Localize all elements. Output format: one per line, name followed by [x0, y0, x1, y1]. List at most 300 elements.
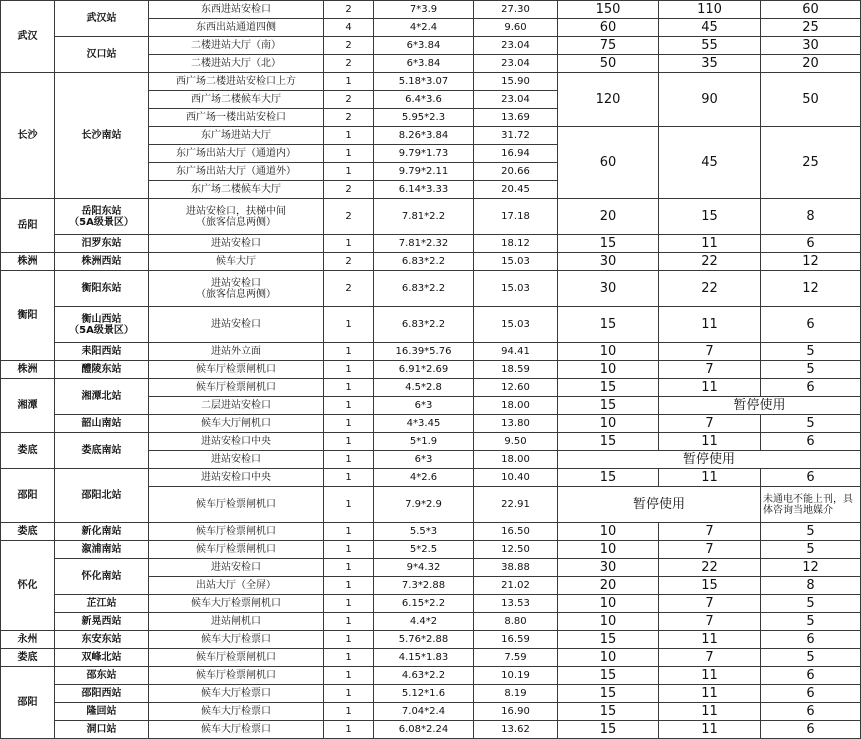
size-cell: 5.95*2.3	[374, 109, 474, 127]
size-cell: 6.83*2.2	[374, 271, 474, 307]
size-cell: 6*3.84	[374, 37, 474, 55]
price-cell: 10	[558, 415, 659, 433]
count-cell: 1	[324, 451, 374, 469]
location-cell: 候车厅检票闸机口	[149, 361, 324, 379]
station-cell: 邵阳北站	[55, 469, 149, 523]
count-cell: 1	[324, 703, 374, 721]
location-cell: 东广场出站大厅（通道外）	[149, 163, 324, 181]
station-cell: 长沙南站	[55, 73, 149, 199]
size-cell: 16.39*5.76	[374, 343, 474, 361]
station-cell: 娄底南站	[55, 433, 149, 469]
size-cell: 6.4*3.6	[374, 91, 474, 109]
size-cell: 9*4.32	[374, 559, 474, 577]
price-cell: 8	[761, 577, 861, 595]
price-cell: 10	[558, 613, 659, 631]
price-cell: 11	[659, 703, 761, 721]
price-cell: 11	[659, 667, 761, 685]
size-cell: 7.81*2.2	[374, 199, 474, 235]
area-cell: 12.60	[474, 379, 558, 397]
station-cell: 隆回站	[55, 703, 149, 721]
price-cell: 10	[558, 595, 659, 613]
price-cell: 20	[558, 199, 659, 235]
count-cell: 1	[324, 649, 374, 667]
size-cell: 4*3.45	[374, 415, 474, 433]
count-cell: 2	[324, 37, 374, 55]
count-cell: 1	[324, 343, 374, 361]
location-cell: 西广场二楼进站安检口上方	[149, 73, 324, 91]
area-cell: 23.04	[474, 55, 558, 73]
city-cell: 邵阳	[1, 667, 55, 739]
area-cell: 22.91	[474, 487, 558, 523]
size-cell: 4*2.4	[374, 19, 474, 37]
price-cell: 60	[558, 127, 659, 199]
price-cell: 5	[761, 343, 861, 361]
price-cell: 10	[558, 541, 659, 559]
table-row	[1, 1, 861, 19]
price-cell: 50	[558, 55, 659, 73]
station-cell: 双峰北站	[55, 649, 149, 667]
price-cell: 150	[558, 1, 659, 19]
size-cell: 5.76*2.88	[374, 631, 474, 649]
count-cell: 1	[324, 469, 374, 487]
count-cell: 1	[324, 415, 374, 433]
price-cell: 11	[659, 721, 761, 739]
price-cell: 45	[659, 127, 761, 199]
location-cell: 进站安检口，扶梯中间 （旅客信息两侧）	[149, 199, 324, 235]
station-cell: 衡山西站 （5A级景区）	[55, 307, 149, 343]
size-cell: 4.5*2.8	[374, 379, 474, 397]
area-cell: 23.04	[474, 37, 558, 55]
location-cell: 候车厅检票闸机口	[149, 379, 324, 397]
station-cell: 东安东站	[55, 631, 149, 649]
count-cell: 1	[324, 721, 374, 739]
count-cell: 1	[324, 145, 374, 163]
size-cell: 4.63*2.2	[374, 667, 474, 685]
location-cell: 二楼进站大厅（南）	[149, 37, 324, 55]
area-cell: 17.18	[474, 199, 558, 235]
count-cell: 1	[324, 559, 374, 577]
area-cell: 94.41	[474, 343, 558, 361]
price-cell: 7	[659, 523, 761, 541]
price-cell: 15	[659, 199, 761, 235]
table-row	[1, 379, 861, 397]
area-cell: 15.90	[474, 73, 558, 91]
price-cell: 5	[761, 595, 861, 613]
size-cell: 7*3.9	[374, 1, 474, 19]
price-cell: 60	[761, 1, 861, 19]
location-cell: 西广场一楼出站安检口	[149, 109, 324, 127]
city-cell: 娄底	[1, 523, 55, 541]
count-cell: 2	[324, 199, 374, 235]
table-row	[1, 37, 861, 55]
price-cell: 50	[761, 73, 861, 127]
table-row	[1, 307, 861, 343]
size-cell: 6.08*2.24	[374, 721, 474, 739]
city-cell: 永州	[1, 631, 55, 649]
station-cell: 汨罗东站	[55, 235, 149, 253]
area-cell: 9.50	[474, 433, 558, 451]
area-cell: 18.00	[474, 451, 558, 469]
price-cell: 6	[761, 433, 861, 451]
table-row	[1, 649, 861, 667]
city-cell: 株洲	[1, 361, 55, 379]
count-cell: 4	[324, 19, 374, 37]
location-cell: 进站安检口中央	[149, 433, 324, 451]
location-cell: 进站安检口中央	[149, 469, 324, 487]
table-row	[1, 415, 861, 433]
city-cell: 武汉	[1, 1, 55, 73]
count-cell: 1	[324, 307, 374, 343]
area-cell: 8.19	[474, 685, 558, 703]
price-cell: 7	[659, 613, 761, 631]
price-cell: 15	[558, 235, 659, 253]
area-cell: 7.59	[474, 649, 558, 667]
price-cell: 6	[761, 631, 861, 649]
location-cell: 候车厅检票闸机口	[149, 649, 324, 667]
price-cell: 7	[659, 541, 761, 559]
price-cell: 110	[659, 1, 761, 19]
area-cell: 23.04	[474, 91, 558, 109]
table-row	[1, 253, 861, 271]
city-cell: 怀化	[1, 541, 55, 631]
table-row	[1, 73, 861, 91]
size-cell: 7.9*2.9	[374, 487, 474, 523]
station-cell: 湘潭北站	[55, 379, 149, 415]
count-cell: 2	[324, 55, 374, 73]
area-cell: 15.03	[474, 307, 558, 343]
size-cell: 9.79*2.11	[374, 163, 474, 181]
area-cell: 13.80	[474, 415, 558, 433]
price-cell: 22	[659, 253, 761, 271]
price-cell: 15	[558, 397, 659, 415]
area-cell: 16.90	[474, 703, 558, 721]
table-row	[1, 433, 861, 451]
station-cell: 怀化南站	[55, 559, 149, 595]
price-cell: 12	[761, 271, 861, 307]
location-cell: 进站外立面	[149, 343, 324, 361]
table-row	[1, 721, 861, 739]
location-cell: 候车大厅检票口	[149, 721, 324, 739]
price-cell: 15	[558, 433, 659, 451]
area-cell: 16.59	[474, 631, 558, 649]
location-cell: 候车大厅闸机口	[149, 415, 324, 433]
count-cell: 1	[324, 577, 374, 595]
count-cell: 1	[324, 235, 374, 253]
table-row	[1, 631, 861, 649]
area-cell: 18.12	[474, 235, 558, 253]
station-cell: 汉口站	[55, 37, 149, 73]
station-cell: 衡阳东站	[55, 271, 149, 307]
city-cell: 湘潭	[1, 379, 55, 433]
station-cell: 醴陵东站	[55, 361, 149, 379]
location-cell: 进站安检口	[149, 559, 324, 577]
location-cell: 候车大厅	[149, 253, 324, 271]
price-cell: 10	[558, 649, 659, 667]
size-cell: 4.15*1.83	[374, 649, 474, 667]
price-cell: 15	[558, 307, 659, 343]
area-cell: 18.00	[474, 397, 558, 415]
size-cell: 5.12*1.6	[374, 685, 474, 703]
price-cell: 5	[761, 523, 861, 541]
location-cell: 候车厅检票闸机口	[149, 523, 324, 541]
size-cell: 7.81*2.32	[374, 235, 474, 253]
size-cell: 6*3	[374, 451, 474, 469]
count-cell: 1	[324, 523, 374, 541]
count-cell: 1	[324, 595, 374, 613]
price-cell: 7	[659, 343, 761, 361]
table-row	[1, 199, 861, 235]
station-cell: 邵东站	[55, 667, 149, 685]
station-cell: 芷江站	[55, 595, 149, 613]
area-cell: 10.19	[474, 667, 558, 685]
table-row	[1, 523, 861, 541]
price-cell: 10	[558, 523, 659, 541]
size-cell: 4*2.6	[374, 469, 474, 487]
price-cell: 15	[558, 703, 659, 721]
station-cell: 新化南站	[55, 523, 149, 541]
price-cell: 6	[761, 235, 861, 253]
price-cell: 15	[558, 631, 659, 649]
area-cell: 16.50	[474, 523, 558, 541]
station-cell: 韶山南站	[55, 415, 149, 433]
location-cell: 二层进站安检口	[149, 397, 324, 415]
price-cell: 7	[659, 361, 761, 379]
count-cell: 1	[324, 487, 374, 523]
location-cell: 进站安检口	[149, 451, 324, 469]
location-cell: 二楼进站大厅（北）	[149, 55, 324, 73]
note-cell: 未通电不能上刊，具体咨询当地媒介	[761, 487, 861, 523]
table-row	[1, 343, 861, 361]
area-cell: 18.59	[474, 361, 558, 379]
city-cell: 株洲	[1, 253, 55, 271]
price-cell: 5	[761, 415, 861, 433]
table-row	[1, 559, 861, 577]
size-cell: 6.91*2.69	[374, 361, 474, 379]
price-cell: 15	[558, 469, 659, 487]
location-cell: 进站安检口	[149, 307, 324, 343]
count-cell: 2	[324, 271, 374, 307]
price-cell: 5	[761, 541, 861, 559]
count-cell: 2	[324, 181, 374, 199]
area-cell: 20.66	[474, 163, 558, 181]
size-cell: 6*3	[374, 397, 474, 415]
size-cell: 6.15*2.2	[374, 595, 474, 613]
price-cell: 7	[659, 649, 761, 667]
price-cell: 90	[659, 73, 761, 127]
size-cell: 8.26*3.84	[374, 127, 474, 145]
price-cell: 11	[659, 685, 761, 703]
price-cell: 5	[761, 649, 861, 667]
location-cell: 东广场二楼候车大厅	[149, 181, 324, 199]
price-cell: 12	[761, 559, 861, 577]
location-cell: 东西出站通道四侧	[149, 19, 324, 37]
price-cell: 11	[659, 235, 761, 253]
price-cell: 60	[558, 19, 659, 37]
area-cell: 38.88	[474, 559, 558, 577]
location-cell: 进站闸机口	[149, 613, 324, 631]
size-cell: 7.3*2.88	[374, 577, 474, 595]
location-cell: 东广场出站大厅（通道内）	[149, 145, 324, 163]
count-cell: 1	[324, 541, 374, 559]
city-cell: 衡阳	[1, 271, 55, 361]
price-cell: 6	[761, 667, 861, 685]
location-cell: 进站安检口 （旅客信息两侧）	[149, 271, 324, 307]
price-cell: 120	[558, 73, 659, 127]
location-cell: 候车厅检票闸机口	[149, 541, 324, 559]
count-cell: 1	[324, 379, 374, 397]
price-cell: 7	[659, 415, 761, 433]
size-cell: 5.18*3.07	[374, 73, 474, 91]
location-cell: 候车大厅检票闸机口	[149, 595, 324, 613]
area-cell: 20.45	[474, 181, 558, 199]
station-cell: 邵阳西站	[55, 685, 149, 703]
price-cell: 15	[558, 685, 659, 703]
count-cell: 1	[324, 685, 374, 703]
price-cell: 8	[761, 199, 861, 235]
table-row	[1, 667, 861, 685]
price-cell: 15	[558, 667, 659, 685]
price-cell: 35	[659, 55, 761, 73]
area-cell: 13.53	[474, 595, 558, 613]
price-cell: 25	[761, 19, 861, 37]
area-cell: 12.50	[474, 541, 558, 559]
table-row	[1, 703, 861, 721]
location-cell: 出站大厅（全屏）	[149, 577, 324, 595]
price-cell: 11	[659, 433, 761, 451]
price-cell: 5	[761, 613, 861, 631]
price-cell: 10	[558, 361, 659, 379]
price-cell: 6	[761, 307, 861, 343]
table-row	[1, 613, 861, 631]
area-cell: 9.60	[474, 19, 558, 37]
city-cell: 邵阳	[1, 469, 55, 523]
price-cell: 30	[558, 253, 659, 271]
price-cell: 30	[558, 271, 659, 307]
price-cell: 6	[761, 721, 861, 739]
size-cell: 7.04*2.4	[374, 703, 474, 721]
count-cell: 1	[324, 433, 374, 451]
count-cell: 1	[324, 631, 374, 649]
size-cell: 6.83*2.2	[374, 307, 474, 343]
count-cell: 1	[324, 361, 374, 379]
count-cell: 1	[324, 127, 374, 145]
size-cell: 5.5*3	[374, 523, 474, 541]
table-row	[1, 685, 861, 703]
size-cell: 6.83*2.2	[374, 253, 474, 271]
price-cell: 11	[659, 469, 761, 487]
table-row	[1, 469, 861, 487]
area-cell: 16.94	[474, 145, 558, 163]
station-cell: 武汉站	[55, 1, 149, 37]
price-cell: 30	[558, 559, 659, 577]
size-cell: 4.4*2	[374, 613, 474, 631]
price-cell: 7	[659, 595, 761, 613]
table-row	[1, 235, 861, 253]
price-cell: 11	[659, 379, 761, 397]
count-cell: 2	[324, 1, 374, 19]
table-row	[1, 271, 861, 307]
location-cell: 候车大厅检票口	[149, 631, 324, 649]
paused-cell: 暂停使用	[659, 397, 861, 415]
price-cell: 25	[761, 127, 861, 199]
station-cell: 耒阳西站	[55, 343, 149, 361]
price-cell: 30	[761, 37, 861, 55]
table-row	[1, 595, 861, 613]
price-cell: 11	[659, 631, 761, 649]
count-cell: 2	[324, 109, 374, 127]
size-cell: 5*2.5	[374, 541, 474, 559]
count-cell: 1	[324, 163, 374, 181]
size-cell: 6*3.84	[374, 55, 474, 73]
location-cell: 东西进站安检口	[149, 1, 324, 19]
area-cell: 21.02	[474, 577, 558, 595]
city-cell: 娄底	[1, 433, 55, 469]
location-cell: 进站安检口	[149, 235, 324, 253]
price-cell: 15	[558, 379, 659, 397]
price-cell: 55	[659, 37, 761, 55]
count-cell: 2	[324, 253, 374, 271]
price-cell: 15	[659, 577, 761, 595]
station-cell: 洞口站	[55, 721, 149, 739]
location-cell: 东广场进站大厅	[149, 127, 324, 145]
area-cell: 27.30	[474, 1, 558, 19]
size-cell: 6.14*3.33	[374, 181, 474, 199]
size-cell: 9.79*1.73	[374, 145, 474, 163]
city-cell: 长沙	[1, 73, 55, 199]
area-cell: 15.03	[474, 253, 558, 271]
count-cell: 2	[324, 91, 374, 109]
area-cell: 8.80	[474, 613, 558, 631]
price-cell: 45	[659, 19, 761, 37]
station-cell: 新晃西站	[55, 613, 149, 631]
price-cell: 22	[659, 271, 761, 307]
area-cell: 31.72	[474, 127, 558, 145]
location-cell: 候车厅检票闸机口	[149, 487, 324, 523]
price-cell: 20	[761, 55, 861, 73]
location-cell: 候车大厅检票口	[149, 685, 324, 703]
price-cell: 11	[659, 307, 761, 343]
count-cell: 1	[324, 397, 374, 415]
paused-cell: 暂停使用	[558, 487, 761, 523]
table-body	[1, 1, 861, 739]
location-cell: 候车大厅检票口	[149, 703, 324, 721]
city-cell: 岳阳	[1, 199, 55, 253]
price-cell: 5	[761, 361, 861, 379]
area-cell: 10.40	[474, 469, 558, 487]
area-cell: 15.03	[474, 271, 558, 307]
price-cell: 75	[558, 37, 659, 55]
count-cell: 1	[324, 73, 374, 91]
price-cell: 12	[761, 253, 861, 271]
price-cell: 22	[659, 559, 761, 577]
price-cell: 15	[558, 721, 659, 739]
location-cell: 候车厅检票闸机口	[149, 667, 324, 685]
price-cell: 6	[761, 703, 861, 721]
table-row	[1, 541, 861, 559]
size-cell: 5*1.9	[374, 433, 474, 451]
location-cell: 西广场二楼候车大厅	[149, 91, 324, 109]
area-cell: 13.62	[474, 721, 558, 739]
table-row	[1, 361, 861, 379]
price-cell: 6	[761, 379, 861, 397]
station-cell: 溆浦南站	[55, 541, 149, 559]
area-cell: 13.69	[474, 109, 558, 127]
price-cell: 6	[761, 685, 861, 703]
count-cell: 1	[324, 613, 374, 631]
count-cell: 1	[324, 667, 374, 685]
city-cell: 娄底	[1, 649, 55, 667]
paused-cell: 暂停使用	[558, 451, 861, 469]
